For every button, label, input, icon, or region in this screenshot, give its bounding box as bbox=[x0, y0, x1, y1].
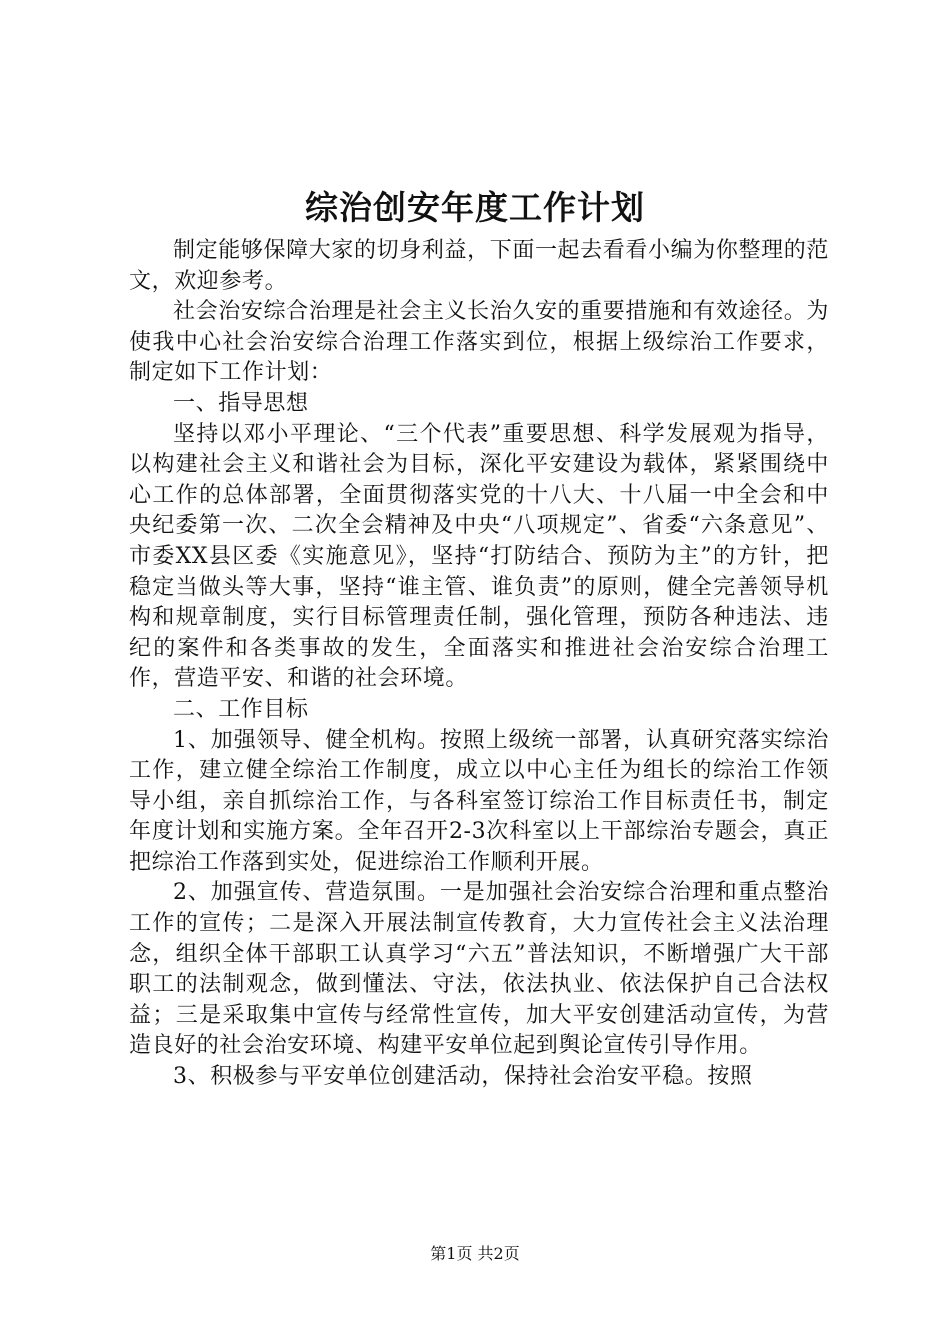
paragraph-goal-2: 2、加强宣传、营造氛围。一是加强社会治安综合治理和重点整治工作的宣传；二是深入开展法制宣传教育，大力宣传社会主义法治理念，组织全体干部职工认真学习“六五”普法知识，不断增强广大干部职工的法制观念，做到懂法、守法，依法执业、依法保护自己合法权益；三是采取集中宣传与经常性宣传，加大平安创建活动宣传，为营造良好的社会治安环境、构建平安单位起到舆论宣传引导作用。 bbox=[129, 880, 829, 1059]
page-footer: 第1页 共2页 bbox=[430, 1244, 520, 1263]
paragraph-preface: 社会治安综合治理是社会主义长治久安的重要措施和有效途径。为使我中心社会治安综合治理工作落实到位，根据上级综治工作要求，制定如下工作计划： bbox=[129, 299, 829, 386]
paragraph-guiding-ideology: 坚持以邓小平理论、“三个代表”重要思想、科学发展观为指导，以构建社会主义和谐社会为目标，深化平安建设为载体，紧紧围绕中心工作的总体部署，全面贯彻落实党的十八大、十八届一中全会和中央纪委第一次、二次全会精神及中央“八项规定”、省委“六条意见”、市委XX县区委《实施意见》，坚持“打防结合、预防为主”的方针，把稳定当做头等大事，坚持“谁主管、谁负责”的原则，健全完善领导机构和规章制度，实行目标管理责任制，强化管理，预防各种违法、违纪的案件和各类事故的发生，全面落实和推进社会治安综合治理工作，营造平安、和谐的社会环境。 bbox=[129, 421, 829, 692]
paragraph-goal-3: 3、积极参与平安单位创建活动，保持社会治安平稳。按照 bbox=[173, 1064, 753, 1090]
document-body bbox=[129, 236, 829, 1093]
document-title: 综治创安年度工作计划 bbox=[305, 188, 645, 227]
paragraph-intro: 制定能够保障大家的切身利益，下面一起去看看小编为你整理的范文，欢迎参考。 bbox=[129, 238, 829, 294]
section-heading-guiding-ideology: 一、指导思想 bbox=[173, 390, 309, 416]
paragraph-goal-1: 1、加强领导、健全机构。按照上级统一部署，认真研究落实综治工作，建立健全综治工作制度，成立以中心主任为组长的综治工作领导小组，亲自抓综治工作，与各科室签订综治工作目标责任书，制定年度计划和实施方案。全年召开2-3次科室以上干部综治专题会，真正把综治工作落到实处，促进综治工作顺利开展。 bbox=[129, 727, 829, 875]
section-heading-work-goals: 二、工作目标 bbox=[173, 696, 309, 722]
